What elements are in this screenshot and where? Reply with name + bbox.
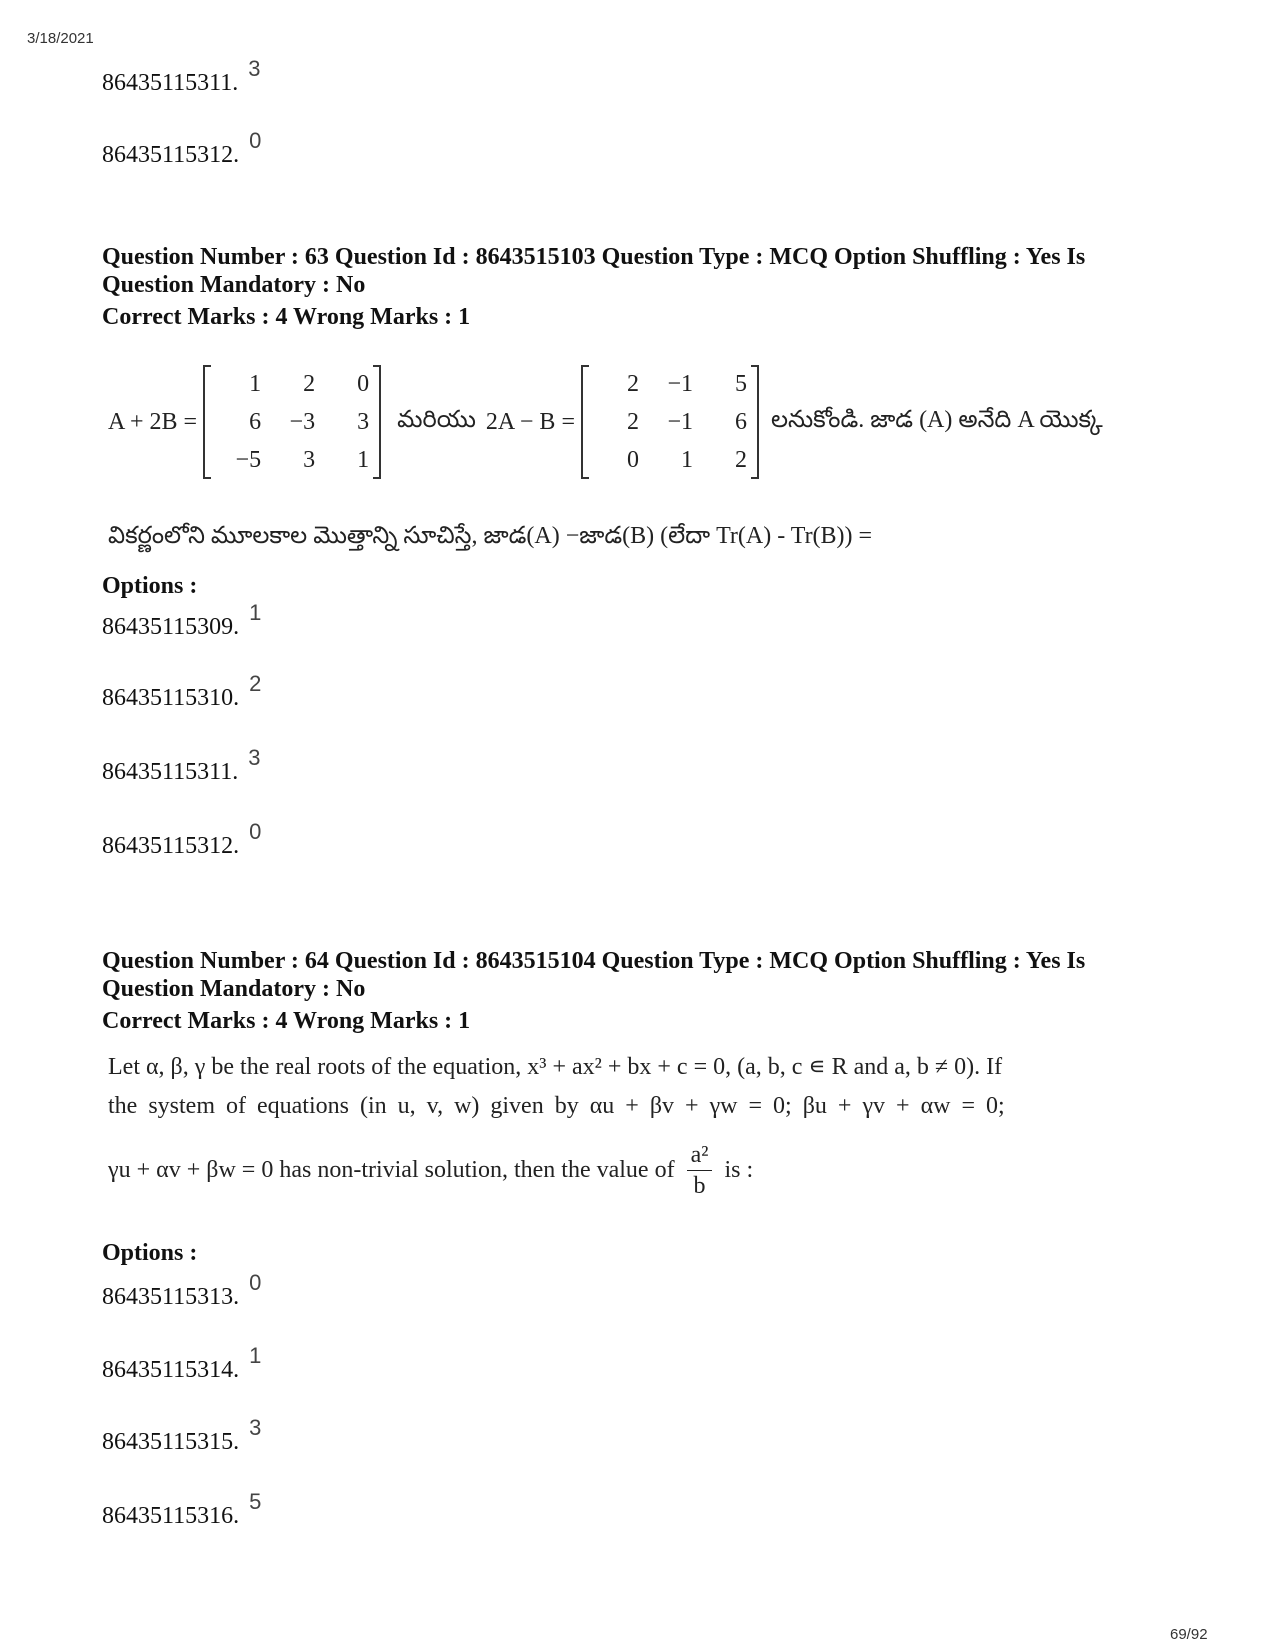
options-label: Options :	[102, 1240, 198, 1266]
question-marks: Correct Marks : 4 Wrong Marks : 1	[102, 1008, 471, 1034]
option-value: 1	[249, 1343, 262, 1368]
option-id: 86435115312.	[102, 142, 240, 168]
matrix-cell: 1	[680, 446, 693, 473]
matrix-cell: 6	[249, 408, 262, 435]
option-value: 3	[248, 56, 261, 81]
option-id: 86435115309.	[102, 614, 240, 640]
equation-lhs-2: 2A − B =	[485, 408, 575, 435]
option-id: 86435115312.	[102, 833, 240, 859]
equation-lhs-1: A + 2B =	[108, 408, 198, 435]
question-64-header	[102, 947, 1182, 1035]
question-marks: Correct Marks : 4 Wrong Marks : 1	[102, 304, 471, 330]
question-mandatory: Question Mandatory : No	[102, 272, 366, 298]
option-value: 1	[249, 600, 262, 625]
conjunction-text: మరియు	[397, 406, 476, 433]
option-value: 2	[249, 671, 262, 696]
fraction-a2-over-b	[687, 1140, 713, 1201]
equation-tail-text: లనుకోండి. జాడ (A) అనేది A యొక్క	[770, 406, 1103, 433]
matrix-cell: 6	[734, 408, 747, 435]
matrix-cell: 2	[626, 408, 639, 435]
matrix-a-plus-2b	[203, 365, 381, 479]
option-value: 5	[249, 1489, 262, 1514]
fraction-denominator: b	[693, 1173, 706, 1199]
option-value: 0	[249, 1270, 262, 1295]
option-item	[102, 600, 262, 641]
option-item	[102, 1415, 262, 1456]
matrix-cell: −1	[667, 370, 693, 397]
question-63-header	[102, 243, 1182, 331]
question-meta: Question Number : 63 Question Id : 8643515103 Question Type : MCQ Option Shuffling : Yes Is	[102, 244, 1086, 270]
question-64-text-3-end: is :	[724, 1157, 754, 1183]
matrix-cell: −3	[289, 408, 316, 435]
option-item	[102, 56, 261, 97]
question-63-equation	[108, 362, 1103, 482]
option-id: 86435115311.	[102, 70, 239, 96]
matrix-cell: 2	[303, 370, 316, 397]
question-64-text-line-2: the system of equations (in u, v, w) given by αu + βv + γw = 0; βu + γv + αw = 0;	[108, 1093, 1005, 1119]
option-id: 86435115315.	[102, 1429, 240, 1455]
page-number: 69/92	[1170, 1626, 1208, 1643]
options-label: Options :	[102, 573, 198, 599]
option-item	[102, 1343, 262, 1384]
matrix-cell: 5	[734, 370, 747, 397]
print-date: 3/18/2021	[27, 30, 94, 47]
option-item	[102, 671, 262, 712]
option-value: 0	[249, 819, 262, 844]
option-id: 86435115316.	[102, 1503, 240, 1529]
matrix-2a-minus-b	[581, 365, 759, 479]
option-value: 0	[249, 128, 262, 153]
question-mandatory: Question Mandatory : No	[102, 976, 366, 1002]
question-63-statement: వికర్ణంలోని మూలకాల మొత్తాన్ని సూచిస్తే, జాడ(A) −జాడ(B) (లేదా Tr(A) - Tr(B)) =	[108, 523, 873, 549]
option-item	[102, 1270, 262, 1311]
matrix-cell: 0	[357, 370, 370, 397]
option-item	[102, 128, 262, 169]
option-id: 86435115313.	[102, 1284, 240, 1310]
matrix-cell: 1	[249, 370, 262, 397]
option-value: 3	[248, 745, 261, 770]
option-item	[102, 745, 261, 786]
matrix-cell: 1	[357, 446, 370, 473]
option-id: 86435115310.	[102, 685, 240, 711]
matrix-cell: 2	[734, 446, 747, 473]
matrix-cell: −1	[667, 408, 693, 435]
question-64-text-line-1: Let α, β, γ be the real roots of the equation, x³ + ax² + bx + c = 0, (a, b, c ∊ R and a, b ≠ 0). If	[108, 1054, 1003, 1080]
question-64-text-3: γu + αv + βw = 0 has non-trivial solution, then the value of	[108, 1157, 675, 1183]
matrix-cell: 3	[357, 408, 370, 435]
question-meta: Question Number : 64 Question Id : 8643515104 Question Type : MCQ Option Shuffling : Yes Is	[102, 948, 1086, 974]
matrix-cell: 3	[303, 446, 316, 473]
option-id: 86435115311.	[102, 759, 239, 785]
option-id: 86435115314.	[102, 1357, 240, 1383]
matrix-cell: −5	[235, 446, 262, 473]
question-64-text-line-3	[108, 1140, 753, 1201]
option-value: 3	[249, 1415, 262, 1440]
option-item	[102, 1489, 262, 1530]
matrix-cell: 2	[626, 370, 639, 397]
matrix-cell: 0	[626, 446, 639, 473]
fraction-numerator: a²	[687, 1140, 713, 1171]
option-item	[102, 819, 262, 860]
